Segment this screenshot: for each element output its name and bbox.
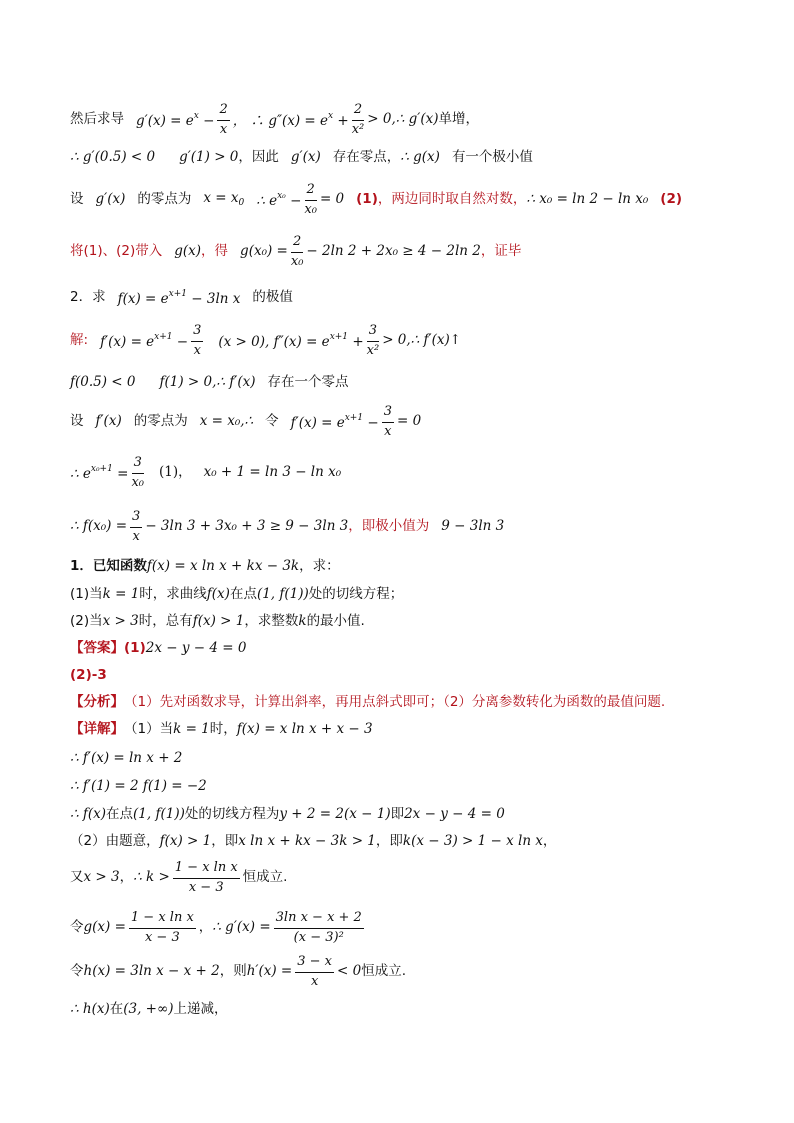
math: f(0.5) < 0 <box>70 374 136 391</box>
math: ∴ f(x) <box>70 806 107 823</box>
math: (3, +∞) <box>123 1001 174 1018</box>
text: （2）由题意， <box>70 833 160 850</box>
text: 处的切线方程为 <box>184 806 280 823</box>
text: 的最小值. <box>306 613 365 630</box>
text: ，因此 <box>238 149 279 166</box>
text: 1．已知函数 <box>70 558 147 575</box>
line-one-zero <box>70 373 734 393</box>
fraction: $\frac{2}{\text{x₀}}$ <box>304 182 317 217</box>
detail-label: 【详解】 <box>70 721 124 738</box>
text: （1）当 <box>124 721 174 738</box>
line-min-value <box>70 507 734 547</box>
text: ，即 <box>375 833 403 850</box>
math: f(x) <box>206 586 230 603</box>
text: 处的切线方程； <box>308 586 404 603</box>
text: 时，求曲线 <box>139 586 207 603</box>
text: ，证毕 <box>480 243 522 260</box>
text: ， <box>542 833 557 850</box>
line-zero-exists <box>70 148 734 168</box>
fraction: $\frac{2}{\text{x₀}}$ <box>290 234 304 269</box>
fraction: $\frac{\text{3ln x − x + 2}}{\text{(x − 3)²}}$ <box>275 910 362 945</box>
fraction: $\frac{\text{1 − x ln x}}{x - 3}$ <box>174 860 238 895</box>
line-let-zero <box>70 402 734 442</box>
detail-line <box>70 720 734 740</box>
math: − 3ln 3 + 3x₀ + 3 ≥ 9 − 3ln 3 <box>145 518 349 535</box>
math: f(1) > 0,∴ f′(x) <box>159 374 256 391</box>
text: 令 <box>70 963 84 980</box>
line-solution-derivative <box>70 321 734 361</box>
answer-line <box>70 639 734 659</box>
math: ， ∴ $g''(x) = e^x$ + <box>232 110 349 129</box>
fraction: $\frac{\text{1 − x ln x}}{x - 3}$ <box>130 910 194 945</box>
math: $g'(x) = e^x$ − <box>136 110 215 129</box>
text: 2．求 <box>70 289 106 306</box>
math: (x > 0), $f''(x) = e^{x+1}$ + <box>218 331 364 350</box>
math: f(x) > 1 <box>192 613 245 630</box>
math: x > 3 <box>83 869 120 886</box>
math: ∴ g(x) <box>400 149 440 166</box>
text: ，即 <box>211 833 239 850</box>
math: f(x) > 1 <box>159 833 212 850</box>
text: 恒成立. <box>361 963 407 980</box>
fraction: $\frac{2}{x}$ <box>219 102 228 137</box>
math: f′(x) <box>95 413 122 430</box>
math: g′(x) <box>95 191 126 208</box>
math: ∴ f′(1) = 2 f(1) = −2 <box>70 778 207 795</box>
math: y + 2 = 2(x − 1) <box>279 806 391 823</box>
line-exp-eq <box>70 453 734 493</box>
text: (2)-3 <box>70 667 107 684</box>
math: g(x₀) = <box>240 243 288 260</box>
text: 恒成立. <box>242 869 288 886</box>
line-define-h <box>70 952 734 992</box>
math: x ln x + kx − 3k > 1 <box>238 833 376 850</box>
line-k-bound <box>70 858 734 898</box>
math: ∴ $e^{x_0+1}$ = <box>70 463 129 482</box>
problem-1-part-1 <box>70 585 734 605</box>
math: g′(x) <box>290 149 321 166</box>
text: ，即极小值为 <box>348 518 430 535</box>
math: x > 3 <box>102 613 139 630</box>
text: 设 <box>70 191 84 208</box>
text: 时，总有 <box>138 613 193 630</box>
text: 有一个极小值 <box>451 149 533 166</box>
problem-1-part-2 <box>70 612 734 632</box>
math: k <box>298 613 307 630</box>
text: ，求： <box>299 558 340 575</box>
fraction: $\frac{3}{x}$ <box>132 509 141 544</box>
math: k = 1 <box>173 721 210 738</box>
math: h′(x) = <box>246 963 293 980</box>
math: 9 − 3ln 3 <box>441 518 505 535</box>
text: 在点 <box>229 586 257 603</box>
line-slope <box>70 777 734 797</box>
math: g(x) <box>174 243 202 260</box>
fraction: $\frac{3}{x}$ <box>193 323 202 358</box>
text: ，则 <box>219 963 247 980</box>
text: 将(1)、(2)带入 <box>70 243 163 260</box>
math: ∴ $e^{x_0}$ − <box>256 190 302 209</box>
text: 单增， <box>438 111 479 128</box>
analysis-line <box>70 693 734 713</box>
text: 存在零点， <box>332 149 401 166</box>
math: f(x) = x ln x + kx − 3k <box>146 558 300 575</box>
fraction: $\frac{3 - x}{x}$ <box>297 954 333 989</box>
text: (1)当 <box>70 586 103 603</box>
line-part2-condition <box>70 832 734 852</box>
text: 设 <box>70 413 84 430</box>
answer-part-2 <box>70 666 734 686</box>
text: 存在一个零点 <box>267 374 349 391</box>
math: ∴ f(x₀) = <box>70 518 128 535</box>
text: ，求整数 <box>244 613 299 630</box>
math: $f(x) = e^{x+1} - 3\ln$ x <box>117 288 241 307</box>
math: h(x) = 3ln x − x + 2 <box>83 963 220 980</box>
text: 令 <box>70 919 84 936</box>
math: 2x − y − 4 = 0 <box>404 806 505 823</box>
math: (1, f(1)) <box>133 806 185 823</box>
text: ， <box>198 919 213 936</box>
text: 在点 <box>106 806 134 823</box>
fraction: $\frac{3}{\text{x²}}$ <box>366 323 380 358</box>
problem-2-title <box>70 288 734 308</box>
text: 时， <box>209 721 237 738</box>
math: ∴ f′(x) = ln x + 2 <box>70 750 183 767</box>
line-derivative-g <box>70 103 734 137</box>
text: （1）先对函数求导，计算出斜率，再用点斜式即可；（2）分离参数转化为函数的最值问题. <box>124 694 666 711</box>
math: (1, f(1)) <box>256 586 309 603</box>
math: ∴ g′(0.5) < 0 <box>70 149 156 166</box>
text: ，两边同时取自然对数， <box>377 191 527 208</box>
text: 的零点为 <box>137 191 192 208</box>
text: 令 <box>265 413 279 430</box>
math: $f'(x) = e^{x+1}$ − <box>100 331 189 350</box>
math: = 0 <box>396 413 422 430</box>
line-substitute <box>70 232 734 272</box>
math: > 0,∴ f′(x)↑ <box>382 332 462 349</box>
analysis-label: 【分析】 <box>70 694 124 711</box>
line-h-decreasing <box>70 1000 734 1020</box>
math: 2x − y − 4 = 0 <box>145 640 247 657</box>
problem-1-title <box>70 557 734 577</box>
line-derivative-f <box>70 749 734 769</box>
math: g(x) = <box>83 919 126 936</box>
math: k(x − 3) > 1 − x ln x <box>402 833 543 850</box>
math: $x = x_0$ <box>203 190 245 208</box>
math: x₀ + 1 = ln 3 − ln x₀ <box>203 464 342 481</box>
text: 即 <box>390 806 405 823</box>
math: ∴ k > <box>133 869 170 886</box>
text: 又 <box>70 869 84 886</box>
text: 的极值 <box>252 289 293 306</box>
text: 然后求导 <box>70 111 124 128</box>
text: 上递减， <box>173 1001 228 1018</box>
text: (2)当 <box>70 613 103 630</box>
equation-tag: (2) <box>660 191 683 208</box>
math: x = x₀,∴ <box>199 413 254 430</box>
fraction: $\frac{3}{x}$ <box>383 404 392 439</box>
math: $f'(x) = e^{x+1}$ − <box>290 412 379 431</box>
math: ∴ x₀ = ln 2 − ln x₀ <box>526 191 649 208</box>
math: < 0 <box>337 963 362 980</box>
text: ， <box>119 869 134 886</box>
math: f(x) = x ln x + x − 3 <box>236 721 373 738</box>
equation-tag: (1) <box>356 191 378 208</box>
fraction: $\frac{2}{\text{x²}}$ <box>351 102 365 137</box>
answer-label: 【答案】(1) <box>70 640 146 657</box>
math: = 0 <box>319 191 345 208</box>
equation-tag: (1)， <box>158 464 192 481</box>
math: g′(1) > 0 <box>179 149 239 166</box>
text: 在 <box>109 1001 124 1018</box>
math: − 2ln 2 + 2x₀ ≥ 4 − 2ln 2 <box>306 243 481 260</box>
math: ∴ g′(x) = <box>212 919 271 936</box>
line-define-g <box>70 906 734 950</box>
fraction: $\frac{3}{\text{x₀}}$ <box>131 455 144 490</box>
line-zero-point <box>70 180 734 220</box>
math: k = 1 <box>102 586 140 603</box>
text: 解: <box>70 332 89 349</box>
math: ∴ h(x) <box>70 1001 110 1018</box>
text: ，得 <box>201 243 229 260</box>
math: > 0,∴ g′(x) <box>367 111 439 128</box>
line-tangent <box>70 805 734 825</box>
text: 的零点为 <box>133 413 188 430</box>
